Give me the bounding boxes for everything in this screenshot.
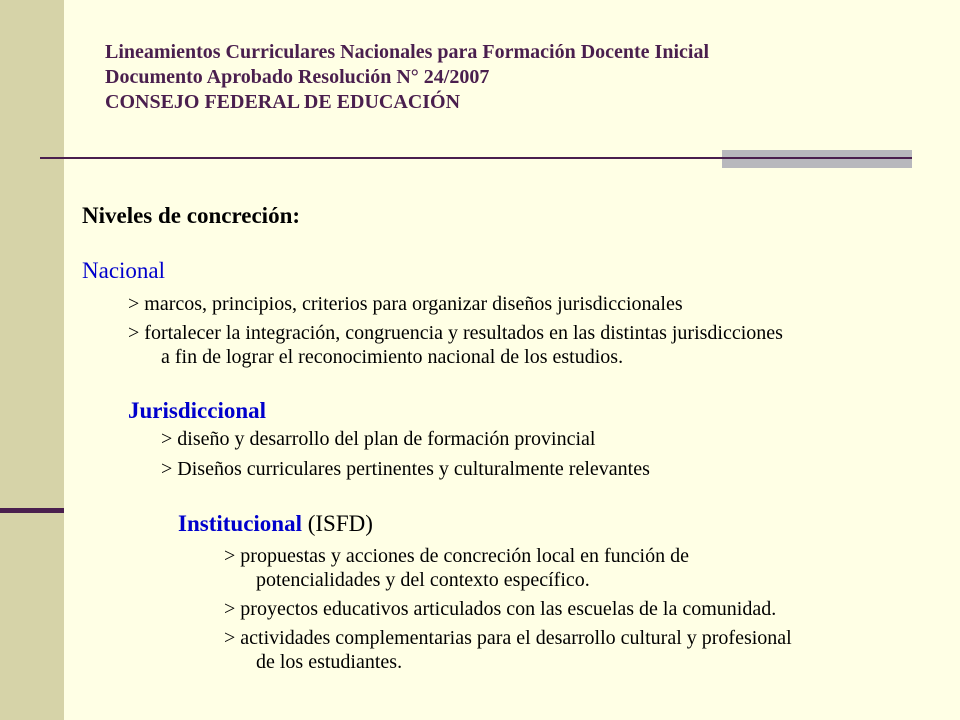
- nacional-item-2: > fortalecer la integración, congruencia y resultados en las distintas jurisdicciones: [128, 322, 783, 344]
- side-band: [0, 0, 64, 720]
- institucional-item-1: > propuestas y acciones de concreción local en función de: [224, 545, 689, 567]
- section-heading: Niveles de concreción:: [82, 203, 301, 228]
- header-line-1: Lineamientos Curriculares Nacionales para Formación Docente Inicial: [105, 41, 710, 63]
- level-jurisdiccional-label: Jurisdiccional: [128, 398, 267, 423]
- divider-block: [722, 150, 912, 168]
- level-nacional-label: Nacional: [82, 258, 166, 283]
- level-institucional-label: Institucional: [178, 511, 302, 536]
- nacional-item-2-cont: a fin de lograr el reconocimiento nacional de los estudios.: [161, 346, 624, 368]
- jurisdiccional-item-2: > Diseños curriculares pertinentes y culturalmente relevantes: [161, 458, 650, 480]
- side-accent-bar: [0, 508, 64, 513]
- institucional-item-3: > actividades complementarias para el desarrollo cultural y profesional: [224, 627, 792, 649]
- header-line-2: Documento Aprobado Resolución N° 24/2007: [105, 66, 490, 88]
- level-institucional: [178, 511, 373, 537]
- header-line-3: CONSEJO FEDERAL DE EDUCACIÓN: [105, 91, 461, 113]
- institucional-item-3-cont: de los estudiantes.: [256, 651, 403, 673]
- slide-header: [105, 40, 709, 115]
- institucional-item-1-cont: potencialidades y del contexto específico.: [256, 569, 590, 591]
- level-institucional-suffix: (ISFD): [307, 511, 373, 536]
- nacional-item-1: > marcos, principios, criterios para organizar diseños jurisdiccionales: [128, 293, 683, 315]
- jurisdiccional-item-1: > diseño y desarrollo del plan de formación provincial: [161, 428, 596, 450]
- divider-line-over-block: [722, 157, 912, 159]
- institucional-item-2: > proyectos educativos articulados con las escuelas de la comunidad.: [224, 598, 777, 620]
